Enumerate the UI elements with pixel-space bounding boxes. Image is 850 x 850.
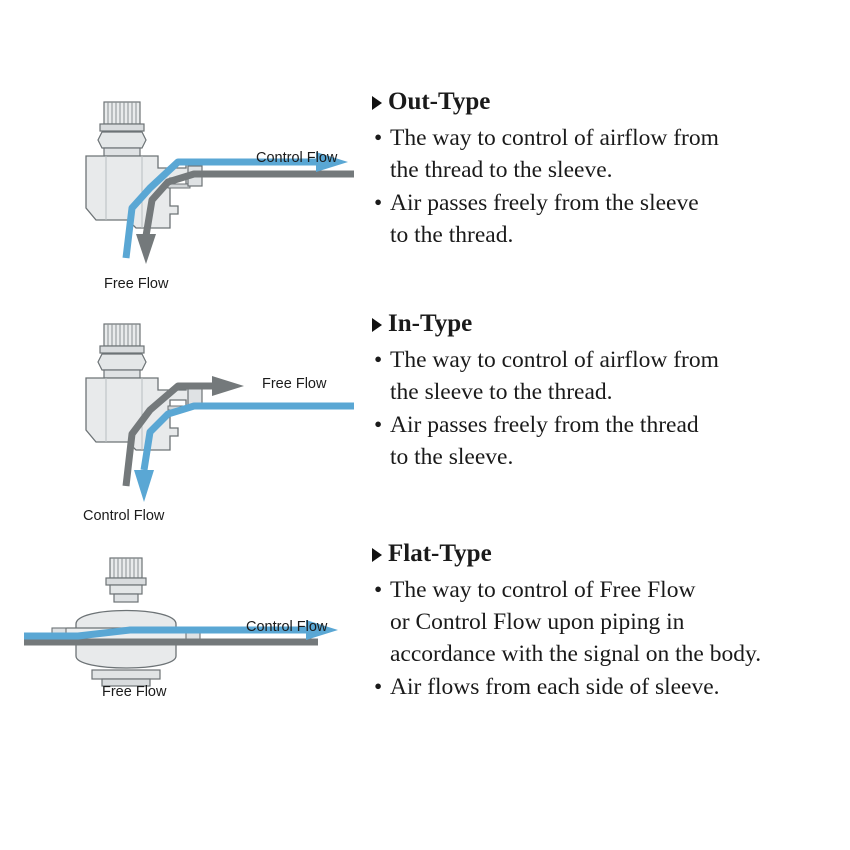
adjust-knob-icon — [106, 558, 146, 585]
bullet-list-flat-type — [372, 574, 832, 703]
in-type-valve-illustration — [18, 310, 368, 532]
figure-out-type — [18, 88, 368, 300]
free-flow-label: Free Flow — [262, 376, 327, 392]
triangle-bullet-icon — [372, 96, 382, 110]
heading-in-type — [372, 310, 832, 338]
control-flow-label: Control Flow — [83, 508, 165, 524]
list-item — [372, 574, 832, 670]
list-item — [372, 122, 832, 186]
bullet-dot-icon: • — [374, 347, 383, 373]
bullet-line-2: the sleeve to the thread. — [390, 379, 613, 405]
flat-type-valve-illustration — [18, 540, 368, 740]
bullet-line-1: The way to control of airflow from — [390, 347, 719, 373]
bullet-line-1: Air flows from each side of sleeve. — [390, 674, 720, 700]
control-flow-label: Control Flow — [246, 619, 328, 635]
triangle-bullet-icon — [372, 548, 382, 562]
section-flat-type — [0, 540, 850, 740]
bullet-line-2: the thread to the sleeve. — [390, 157, 613, 183]
free-flow-label: Free Flow — [102, 684, 167, 700]
bullet-line-3: accordance with the signal on the body. — [390, 641, 762, 667]
bullet-dot-icon: • — [374, 125, 383, 151]
bullet-list-out-type — [372, 122, 832, 251]
list-item — [372, 671, 832, 703]
heading-out-type — [372, 88, 832, 116]
valve-body — [52, 611, 200, 687]
bullet-line-2: to the thread. — [390, 222, 514, 248]
list-item — [372, 187, 832, 251]
bullet-line-1: Air passes freely from the thread — [390, 412, 699, 438]
figure-flat-type — [18, 540, 368, 740]
hex-nut-icon — [98, 132, 146, 156]
adjust-knob-icon — [100, 102, 144, 131]
control-flow-label: Control Flow — [256, 150, 338, 166]
section-in-type — [0, 310, 850, 532]
bullet-dot-icon: • — [374, 190, 383, 216]
valve-body — [86, 156, 196, 228]
bullet-list-in-type — [372, 344, 832, 473]
text-flat-type — [372, 540, 832, 704]
free-flow-label: Free Flow — [104, 276, 169, 292]
heading-label: Flat-Type — [388, 540, 492, 567]
heading-flat-type — [372, 540, 832, 568]
bullet-line-2: to the sleeve. — [390, 444, 514, 470]
bullet-line-2: or Control Flow upon piping in — [390, 609, 685, 635]
hex-nut-icon — [110, 585, 142, 602]
bullet-line-1: Air passes freely from the sleeve — [390, 190, 699, 216]
bullet-line-1: The way to control of Free Flow — [390, 577, 696, 603]
out-type-valve-illustration — [18, 88, 368, 300]
text-in-type — [372, 310, 832, 474]
list-item — [372, 409, 832, 473]
adjust-knob-icon — [100, 324, 144, 353]
list-item — [372, 344, 832, 408]
section-out-type — [0, 88, 850, 300]
bullet-dot-icon: • — [374, 577, 383, 603]
heading-label: In-Type — [388, 310, 473, 337]
text-out-type — [372, 88, 832, 252]
hex-nut-icon — [98, 354, 146, 378]
bullet-line-1: The way to control of airflow from — [390, 125, 719, 151]
bullet-dot-icon: • — [374, 674, 383, 700]
bullet-dot-icon: • — [374, 412, 383, 438]
heading-label: Out-Type — [388, 88, 491, 115]
triangle-bullet-icon — [372, 318, 382, 332]
figure-in-type — [18, 310, 368, 532]
